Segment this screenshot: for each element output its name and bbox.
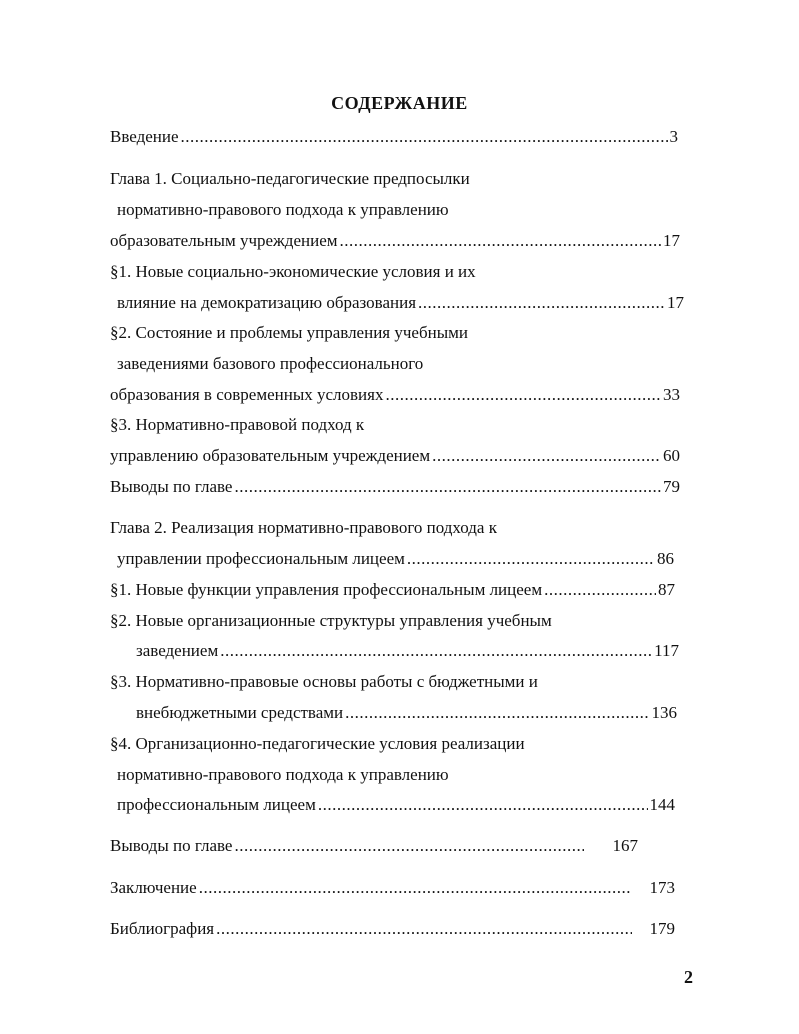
toc-ch1-conclusions (110, 476, 680, 498)
toc-ch1-section-2-line-1 (110, 322, 468, 344)
dot-leader (340, 230, 662, 252)
dot-leader (234, 835, 584, 857)
toc-entry-page: 173 (649, 878, 675, 897)
toc-ch1-section-2-line-2 (117, 353, 423, 375)
toc-entry-label: нормативно-правового подхода к управлению (117, 765, 449, 784)
dot-leader (407, 548, 655, 570)
toc-entry-label: §3. Нормативно-правовой подход к (110, 415, 365, 434)
toc-ch1-section-1-line-2 (117, 292, 684, 314)
toc-entry-label: §2. Новые организационные структуры управления учебным (110, 611, 552, 630)
dot-leader (199, 877, 632, 899)
toc-entry-label: заведениями базового профессионального (117, 354, 424, 373)
toc-entry-introduction (110, 126, 678, 148)
dot-leader (544, 579, 656, 601)
dot-leader (418, 292, 665, 314)
toc-entry-label: Библиография (110, 919, 215, 938)
toc-chapter-2-line-1 (110, 517, 497, 539)
toc-entry-page: 86 (657, 549, 674, 568)
dot-leader (181, 126, 668, 148)
toc-entry-label: §4. Организационно-педагогические условия реализации (110, 734, 525, 753)
toc-entry-label: Выводы по главе (110, 836, 233, 855)
toc-entry-label: Глава 2. Реализация нормативно-правового подхода к (110, 518, 497, 537)
toc-ch2-section-4-line-1 (110, 733, 525, 755)
page-number: 2 (684, 967, 693, 987)
toc-ch2-conclusions (110, 835, 672, 857)
toc-ch1-section-1-line-1 (110, 261, 476, 283)
toc-chapter-2-line-2 (117, 548, 674, 570)
toc-entry-label: Введение (110, 127, 179, 146)
toc-entry-label: §1. Новые социально-экономические условия и их (110, 262, 476, 281)
dot-leader (345, 702, 649, 724)
toc-entry-label: §1. Новые функции управления профессиональным лицеем (110, 580, 543, 599)
toc-entry-label: влияние на демократизацию образования (117, 293, 417, 312)
toc-entry-label: внебюджетными средствами (136, 703, 344, 722)
dot-leader (216, 918, 631, 940)
toc-entry-page: 60 (663, 446, 680, 465)
toc-entry-page: 3 (669, 127, 678, 146)
toc-ch2-section-3-line-2 (136, 702, 677, 724)
toc-entry-page: 144 (649, 795, 675, 814)
toc-entry-page: 17 (663, 231, 680, 250)
toc-entry-page: 17 (667, 293, 684, 312)
toc-entry-label: образования в современных условиях (110, 385, 384, 404)
toc-ch1-section-3-line-2 (110, 445, 680, 467)
toc-ch2-section-1 (110, 579, 675, 601)
toc-entry-label: образовательным учреждением (110, 231, 338, 250)
toc-entry-label: управлению образовательным учреждением (110, 446, 431, 465)
toc-title: СОДЕРЖАНИЕ (331, 93, 468, 113)
toc-chapter-1-line-3 (110, 230, 680, 252)
toc-entry-label: нормативно-правового подхода к управлению (117, 200, 449, 219)
toc-ch2-section-4-line-2 (117, 764, 449, 786)
toc-entry-label: заведением (136, 641, 219, 660)
toc-entry-conclusion (110, 877, 675, 899)
toc-entry-page: 167 (612, 836, 638, 855)
toc-entry-bibliography (110, 918, 675, 940)
toc-entry-label: профессиональным лицеем (117, 795, 316, 814)
dot-leader (318, 794, 648, 816)
dot-leader (432, 445, 661, 467)
toc-entry-page: 87 (658, 580, 675, 599)
dot-leader (220, 640, 652, 662)
dot-leader (385, 384, 661, 406)
toc-ch2-section-3-line-1 (110, 671, 538, 693)
toc-chapter-1-line-2 (117, 199, 449, 221)
toc-ch2-section-4-line-3 (117, 794, 675, 816)
toc-ch1-section-2-line-3 (110, 384, 680, 406)
toc-entry-label: §2. Состояние и проблемы управления учебными (110, 323, 468, 342)
toc-entry-page: 79 (663, 477, 680, 496)
toc-entry-page: 179 (649, 919, 675, 938)
toc-entry-label: Глава 1. Социально-педагогические предпосылки (110, 169, 470, 188)
toc-ch1-section-3-line-1 (110, 414, 364, 436)
toc-chapter-1-line-1 (110, 168, 470, 190)
toc-entry-label: §3. Нормативно-правовые основы работы с бюджетными и (110, 672, 538, 691)
toc-entry-page: 136 (651, 703, 677, 722)
toc-entry-page: 33 (663, 385, 680, 404)
toc-ch2-section-2-line-1 (110, 610, 552, 632)
toc-ch2-section-2-line-2 (136, 640, 679, 662)
toc-entry-page: 117 (654, 641, 679, 660)
toc-entry-label: Заключение (110, 878, 197, 897)
toc-entry-label: Выводы по главе (110, 477, 233, 496)
toc-entry-label: управлении профессиональным лицеем (117, 549, 405, 568)
dot-leader (234, 476, 661, 498)
